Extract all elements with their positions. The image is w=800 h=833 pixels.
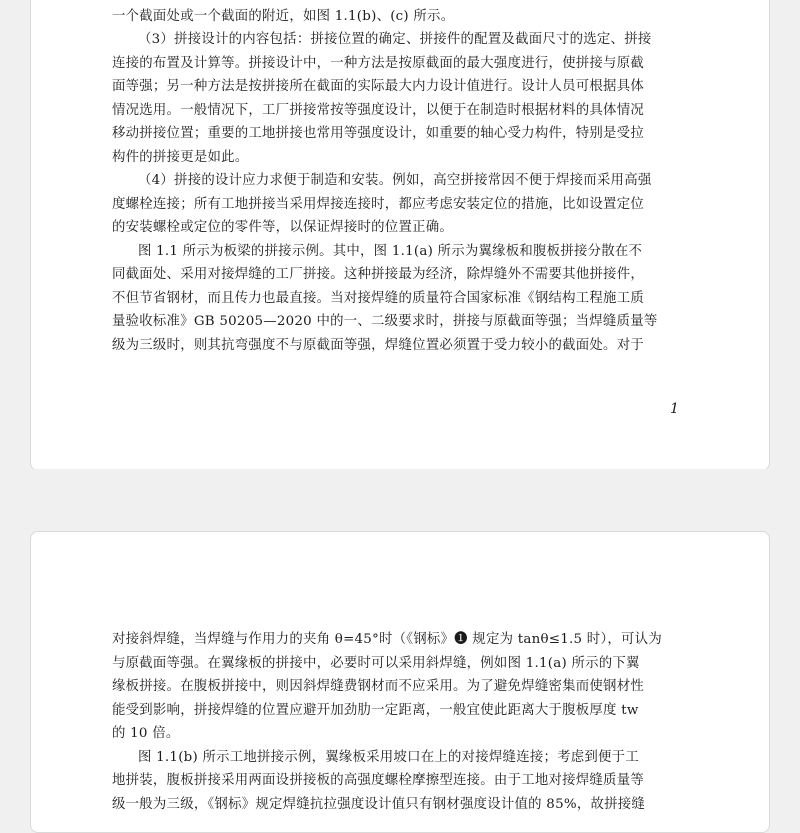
text-line: （3）拼接设计的内容包括：拼接位置的确定、拼接件的配置及截面尺寸的选定、拼接 (138, 32, 652, 47)
paragraph-continuation (112, 0, 689, 28)
text-line: 图 1.1 所示为板梁的拼接示例。其中，图 1.1(a) 所示为翼缘板和腹板拼接分散在不 (138, 243, 643, 259)
text-line: 同截面处、采用对接焊缝的工厂拼接。这种拼接最为经济，除焊缝外不需要其他拼接件， (112, 267, 644, 282)
text-line: 移动拼接位置；重要的工地拼接也常用等强度设计，如重要的轴心受力构件，特别是受拉 (112, 126, 644, 141)
text-line: 地拼装，腹板拼接采用两面设拼接板的高强度螺栓摩擦型连接。由于工地对接焊缝质量等 (112, 773, 644, 788)
text-line: 量验收标准》GB 50205—2020 中的一、二级要求时，拼接与原截面等强；当焊缝质量等 (112, 314, 658, 329)
document-page-1 (30, 0, 770, 471)
text-line: 度螺栓连接；所有工地拼接当采用焊接连接时，都应考虑安装定位的措施，比如设置定位 (112, 196, 644, 212)
text-line: 图 1.1(b) 所示工地拼接示例，翼缘板采用坡口在上的对接焊缝连接；考虑到便于工 (138, 749, 639, 765)
text-line: 与原截面等强。在翼缘板的拼接中，必要时可以采用斜焊缝，例如图 1.1(a) 所示的下翼 (112, 655, 640, 671)
text-line: 一个截面处或一个截面的附近，如图 1.1(b)、(c) 所示。 (112, 8, 455, 24)
page-gap (0, 469, 800, 531)
document-page-2 (30, 531, 770, 833)
text-line: 级为三级时，则其抗弯强度不与原截面等强，焊缝位置必须置于受力较小的截面处。对于 (112, 337, 644, 353)
page-1-body-text (112, 0, 689, 357)
text-line: （4）拼接的设计应力求便于制造和安装。例如，高空拼接常因不便于焊接而采用高强 (138, 173, 652, 188)
paragraph-site-splice (112, 746, 689, 817)
text-line: 的 10 倍。 (112, 726, 180, 741)
paragraph-figure-example (112, 240, 689, 358)
page-2-body-text (112, 628, 689, 816)
text-line: 不但节省钢材，而且传力也最直接。当对接焊缝的质量符合国家标准《钢结构工程施工质 (112, 290, 644, 306)
text-line: 情况选用。一般情况下，工厂拼接常按等强度设计，以便于在制造时根据材料的具体情况 (112, 102, 644, 118)
text-line (112, 0, 689, 5)
text-line: 对接斜焊缝，当焊缝与作用力的夹角 θ=45°时（《钢标》❶ 规定为 tanθ≤1.5 时），可认为 (112, 632, 662, 647)
text-line: 缘板拼接。在腹板拼接中，则因斜焊缝费钢材而不应采用。为了避免焊缝密集而使钢材性 (112, 679, 644, 694)
text-line: 级一般为三级，《钢标》规定焊缝抗拉强度设计值只有钢材强度设计值的 85%，故拼接缝 (112, 796, 646, 812)
page-number: 1 (670, 401, 679, 417)
text-line: 连接的布置及计算等。拼接设计中，一种方法是按原截面的最大强度进行，使拼接与原截 (112, 55, 644, 71)
paragraph-item-3 (112, 28, 689, 169)
text-line: 构件的拼接更是如此。 (112, 149, 249, 165)
paragraph-item-4 (112, 169, 689, 240)
paragraph-continuation (112, 628, 689, 746)
text-line: 的安装螺栓或定位的零件等，以保证焊接时的位置正确。 (112, 220, 454, 235)
text-line: 能受到影响，拼接焊缝的位置应避开加劲肋一定距离，一般宜使此距离大于腹板厚度 tw (112, 702, 639, 718)
text-line: 面等强；另一种方法是按拼接所在截面的实际最大内力设计值进行。设计人员可根据具体 (112, 79, 644, 94)
